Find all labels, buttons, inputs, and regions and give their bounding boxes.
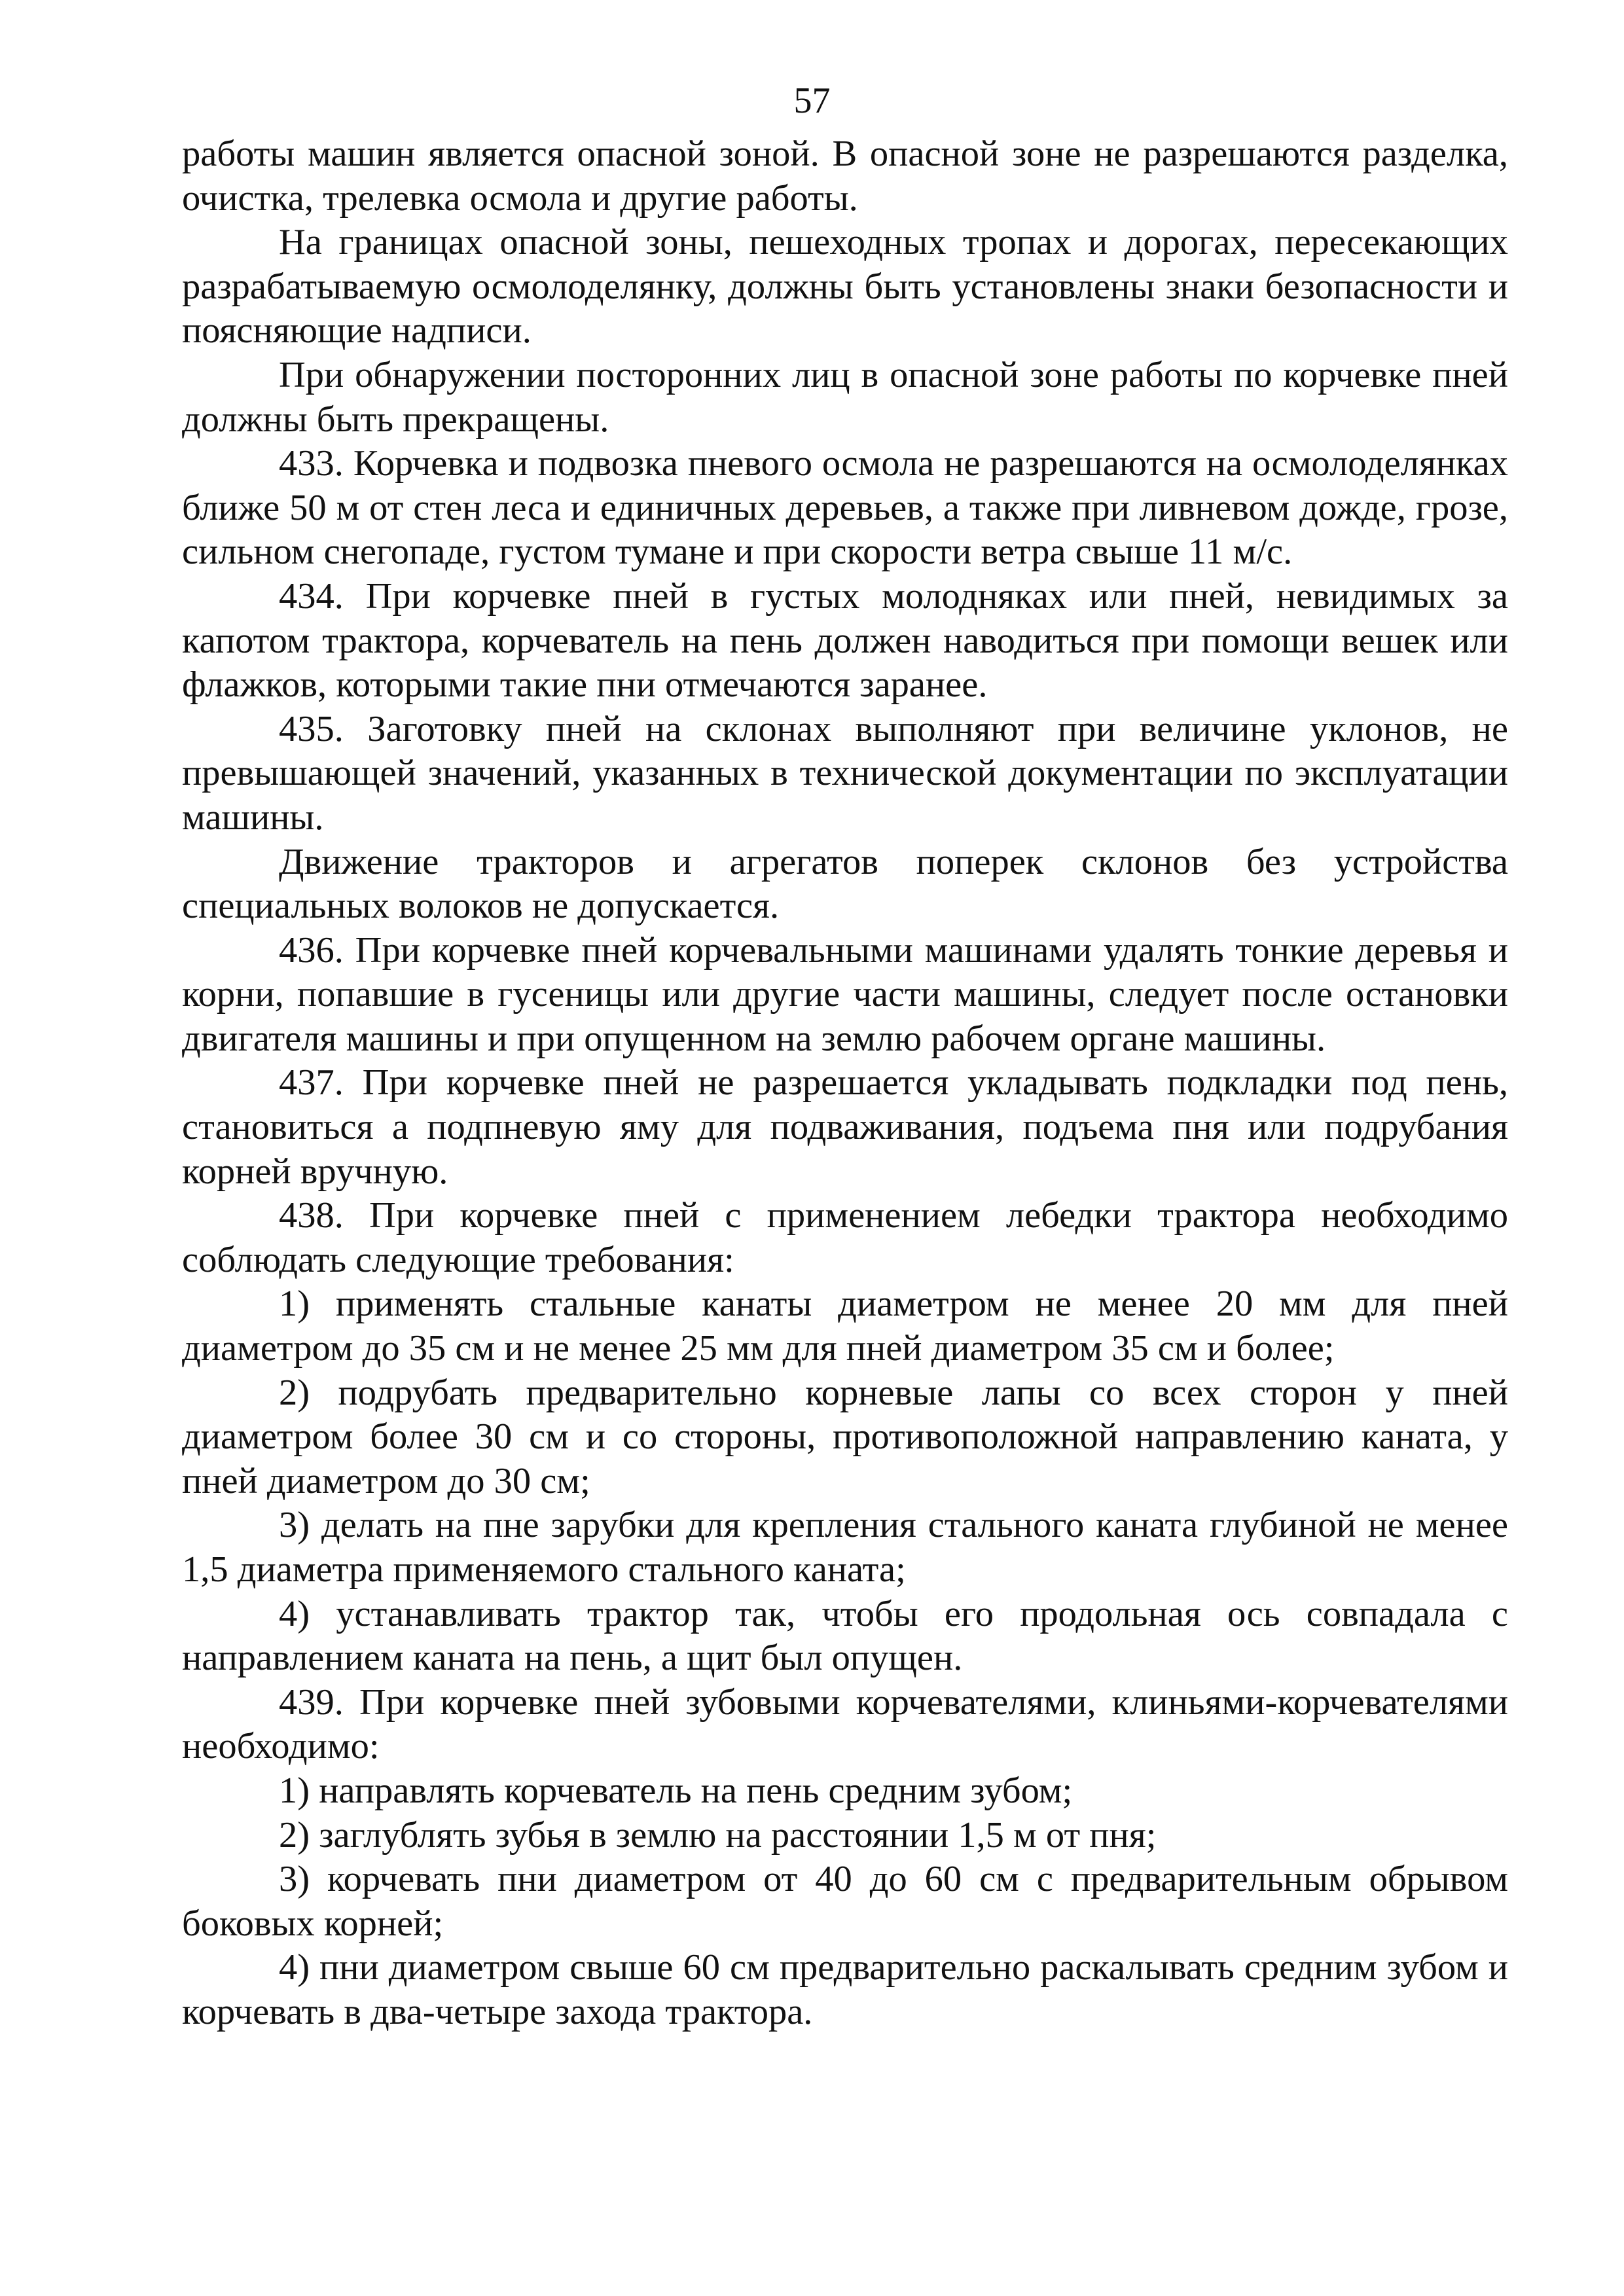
paragraph-438: 438. При корчевке пней с применением лебедки трактора необходимо соблюдать следующие требования: <box>182 1195 1508 1280</box>
paragraph-danger-zone-signs: На границах опасной зоны, пешеходных тропах и дорогах, пересекающих разрабатываемую осмолоделянку, должны быть установлены знаки безопасности и поясняющие надписи. <box>182 222 1508 351</box>
list-item-438-1: 1) применять стальные канаты диаметром не менее 20 мм для пней диаметром до 35 см и не менее 25 мм для пней диаметром 35 см и более; <box>182 1283 1508 1369</box>
paragraph-continuation: работы машин является опасной зоной. В опасной зоне не разрешаются разделка, очистка, трелевка осмола и другие работы. <box>182 134 1508 219</box>
list-item-438-4: 4) устанавливать трактор так, чтобы его продольная ось совпадала с направлением каната на пень, а щит был опущен. <box>182 1593 1508 1679</box>
list-item-439-4: 4) пни диаметром свыше 60 см предварительно раскалывать средним зубом и корчевать в два-четыре захода трактора. <box>182 1947 1508 2032</box>
paragraph-tractor-movement: Движение тракторов и агрегатов поперек склонов без устройства специальных волоков не допускается. <box>182 841 1508 927</box>
paragraph-435: 435. Заготовку пней на склонах выполняют при величине уклонов, не превышающей значений, указанных в технической документации по эксплуатации машины. <box>182 708 1508 838</box>
paragraph-439: 439. При корчевке пней зубовыми корчевателями, клиньями-корчевателями необходимо: <box>182 1681 1508 1767</box>
paragraph-434: 434. При корчевке пней в густых молодняках или пней, невидимых за капотом трактора, корчеватель на пень должен наводиться при помощи вешек или флажков, которыми такие пни отмечаются заранее. <box>182 575 1508 706</box>
body-text <box>182 132 1508 2035</box>
list-item-438-3: 3) делать на пне зарубки для крепления стального каната глубиной не менее 1,5 диаметра применяемого стального каната; <box>182 1505 1508 1590</box>
paragraph-437: 437. При корчевке пней не разрешается укладывать подкладки под пень, становиться а подпневую яму для подваживания, подъема пня или подрубания корней вручную. <box>182 1062 1508 1192</box>
list-item-439-2: 2) заглублять зубья в землю на расстоянии 1,5 м от пня; <box>279 1814 1157 1856</box>
paragraph-433: 433. Корчевка и подвозка пневого осмола не разрешаются на осмолоделянках ближе 50 м от стен леса и единичных деревьев, а также при ливневом дожде, грозе, сильном снегопаде, густом тумане и при скорости ветра свыше 11 м/с. <box>182 443 1508 573</box>
list-item-439-3: 3) корчевать пни диаметром от 40 до 60 см с предварительным обрывом боковых корней; <box>182 1859 1508 1944</box>
paragraph-436: 436. При корчевке пней корчевальными машинами удалять тонкие деревья и корни, попавшие в гусеницы или другие части машины, следует после остановки двигателя машины и при опущенном на землю рабочем органе машины. <box>182 929 1508 1059</box>
list-item-439-1: 1) направлять корчеватель на пень средним зубом; <box>279 1770 1073 1811</box>
page-number: 57 <box>793 81 831 121</box>
paragraph-stop-work: При обнаружении посторонних лиц в опасной зоне работы по корчевке пней должны быть прекращены. <box>182 354 1508 440</box>
list-item-438-2: 2) подрубать предварительно корневые лапы со всех сторон у пней диаметром более 30 см и со стороны, противоположной направлению каната, у пней диаметром до 30 см; <box>182 1372 1508 1501</box>
